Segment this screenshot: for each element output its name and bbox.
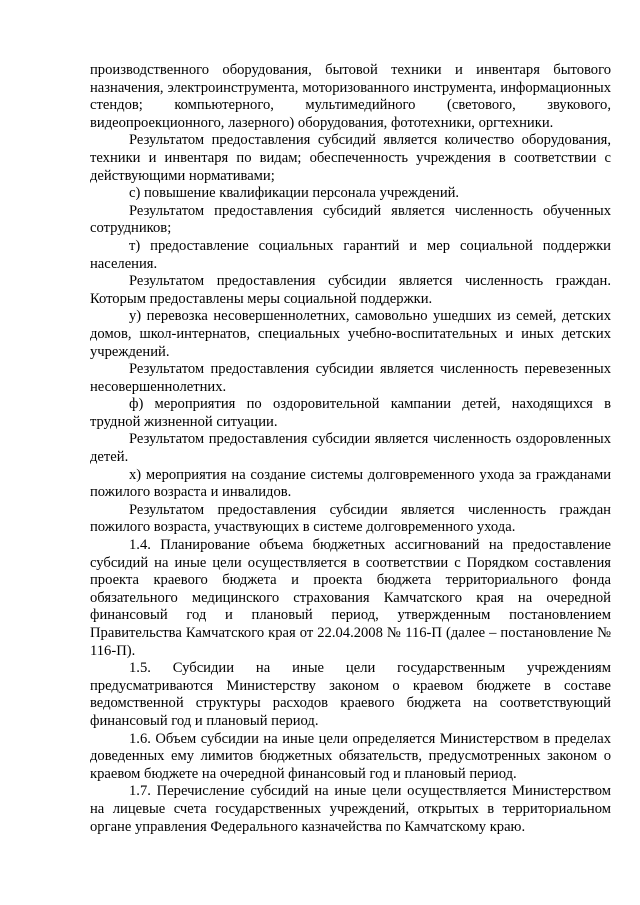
paragraph-social-support-result: Результатом предоставления субсидии является численность граждан. Которым предоставлены меры социальной поддержки. [90,273,611,307]
paragraph-item-u: у) перевозка несовершеннолетних, самовольно ушедших из семей, детских домов, школ-интернатов, специальных учебно-воспитательных и иных детских учреждений. [90,308,611,360]
paragraph-item-f: ф) мероприятия по оздоровительной кампании детей, находящихся в трудной жизненной ситуации. [90,396,611,430]
paragraph-item-t: т) предоставление социальных гарантий и мер социальной поддержки населения. [90,237,611,272]
paragraph-transport-result: Результатом предоставления субсидии является численность перевезенных несовершеннолетних. [90,361,611,395]
paragraph-recreation-result: Результатом предоставления субсидии является численность оздоровленных детей. [90,431,611,466]
document-page [90,62,611,836]
paragraph-item-kh: х) мероприятия на создание системы долговременного ухода за гражданами пожилого возраста и инвалидов. [90,466,611,501]
paragraph-section-1-4: 1.4. Планирование объема бюджетных ассигнований на предоставление субсидий на иные цели осуществляется в соответствии с Порядком составления проекта краевого бюджета и проекта бюджета территориального фонда обязательного медицинского страхования Камчатского края на очередной финансовый год и плановый период, утвержденным постановлением Правительства Камчатского края от 22.04.2008 № 116-П (далее – постановление № 116-П). [90,537,611,659]
paragraph-continuation: производственного оборудования, бытовой техники и инвентаря бытового назначения, электроинструмента, моторизованного инструмента, информационных стендов; компьютерного, мультимедийного (светового, звукового, видеопроекционного, лазерного) оборудования, фототехники, оргтехники. [90,62,611,131]
paragraph-section-1-6: 1.6. Объем субсидии на иные цели определяется Министерством в пределах доведенных ему лимитов бюджетных обязательств, предусмотренных законом о краевом бюджете на очередной финансовый год и плановый период. [90,730,611,782]
paragraph-equipment-result: Результатом предоставления субсидий является количество оборудования, техники и инвентаря по видам; обеспеченность учреждения в соответствии с действующими нормативами; [90,132,611,184]
paragraph-item-s: с) повышение квалификации персонала учреждений. [129,185,460,202]
paragraph-training-result: Результатом предоставления субсидий является численность обученных сотрудников; [90,202,611,237]
paragraph-long-term-care-result: Результатом предоставления субсидии является численность граждан пожилого возраста, участвующих в системе долговременного ухода. [90,501,611,536]
paragraph-section-1-7: 1.7. Перечисление субсидий на иные цели осуществляется Министерством на лицевые счета государственных учреждений, открытых в территориальном органе управления Федерального казначейства по Камчатскому краю. [90,783,611,835]
paragraph-section-1-5: 1.5. Субсидии на иные цели государственным учреждениям предусматриваются Министерству законом о краевом бюджете в составе ведомственной структуры расходов краевого бюджета на соответствующий финансовый год и плановый период. [90,660,611,729]
